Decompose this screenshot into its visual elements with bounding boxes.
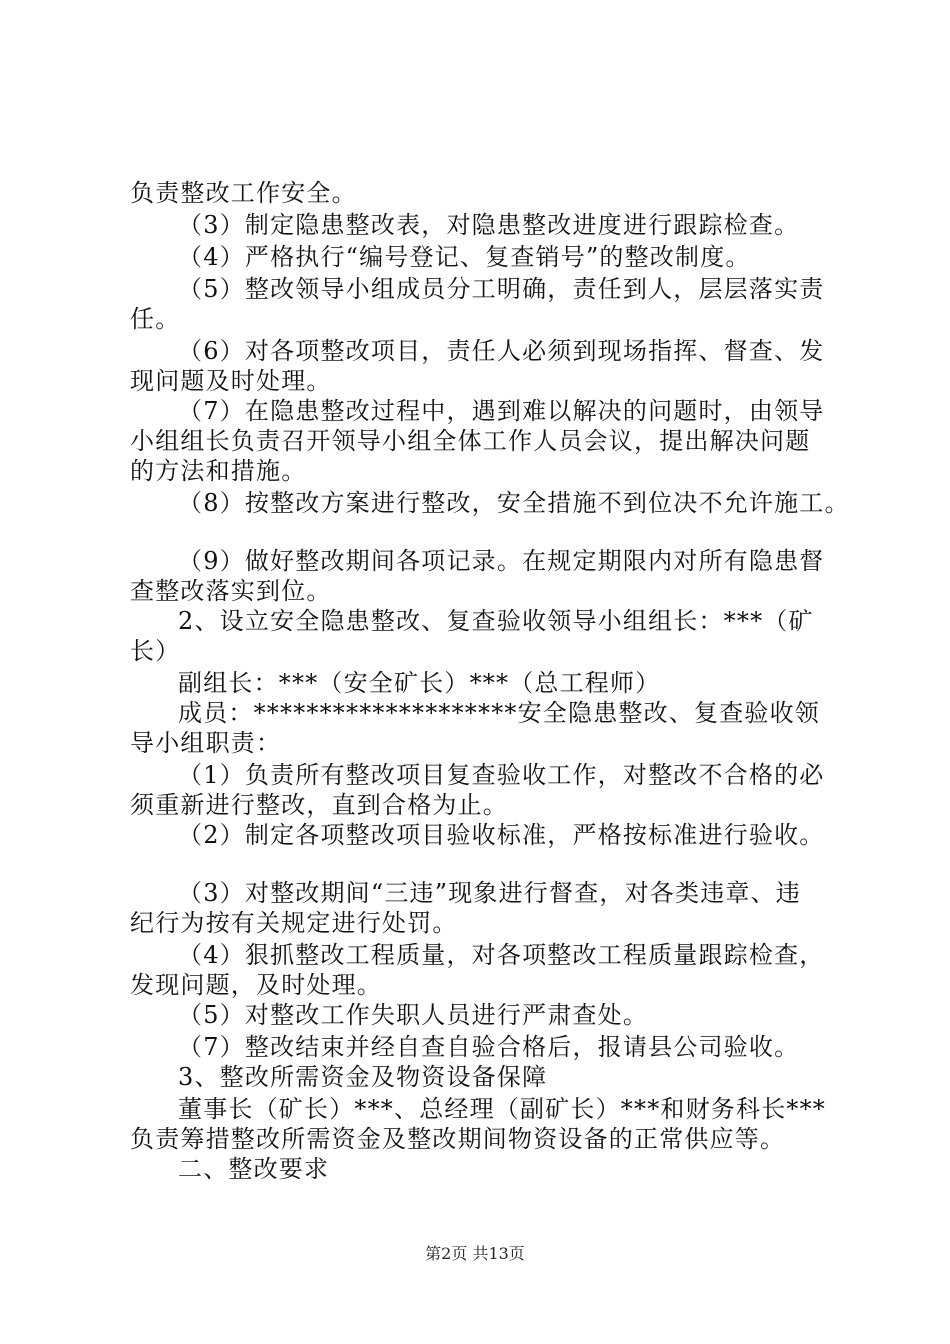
body-line: （9）做好整改期间各项记录。在规定期限内对所有隐患督 [178, 547, 825, 575]
body-line: （7）在隐患整改过程中，遇到难以解决的问题时，由领导 [178, 397, 825, 425]
body-line: （5）对整改工作失职人员进行严肃查处。 [178, 1001, 649, 1029]
section-heading: 二、整改要求 [178, 1155, 330, 1183]
body-line: 负责整改工作安全。 [130, 179, 357, 207]
body-line: 3、整改所需资金及物资设备保障 [178, 1063, 548, 1091]
body-line: 长） [130, 637, 181, 665]
body-line: 导小组职责： [130, 729, 282, 757]
body-line: （3）对整改期间“三违”现象进行督查，对各类违章、违 [178, 879, 802, 907]
body-line: 副组长：***（安全矿长）***（总工程师） [178, 669, 661, 697]
body-line: 董事长（矿长）***、总经理（副矿长）***和财务科长*** [178, 1095, 826, 1123]
body-line: （4）狠抓整改工程质量，对各项整改工程质量跟踪检查， [178, 941, 825, 969]
body-line: 负责筹措整改所需资金及整改期间物资设备的正常供应等。 [130, 1125, 786, 1153]
body-line: （1）负责所有整改项目复查验收工作，对整改不合格的必 [178, 761, 825, 789]
body-line: （4）严格执行“编号登记、复查销号”的整改制度。 [178, 243, 751, 271]
body-line: 纪行为按有关规定进行处罚。 [130, 909, 458, 937]
page-footer: 第2页 共13页 [425, 1244, 525, 1263]
body-line: （3）制定隐患整改表，对隐患整改进度进行跟踪检查。 [178, 211, 800, 239]
body-line: 现问题及时处理。 [130, 367, 332, 395]
body-line: （5）整改领导小组成员分工明确，责任到人，层层落实责 [178, 275, 825, 303]
body-line: （8）按整改方案进行整改，安全措施不到位决不允许施工。 [178, 489, 850, 517]
body-line: （2）制定各项整改项目验收标准，严格按标准进行验收。 [178, 821, 825, 849]
body-line: 任。 [130, 305, 181, 333]
body-line: 发现问题，及时处理。 [130, 971, 382, 999]
body-line: （6）对各项整改项目，责任人必须到现场指挥、督查、发 [178, 337, 825, 365]
body-line: 的方法和措施。 [130, 457, 307, 485]
body-line: 成员：********************安全隐患整改、复查验收领 [178, 699, 820, 727]
body-line: 2、设立安全隐患整改、复查验收领导小组组长：***（矿 [178, 607, 814, 635]
body-line: 须重新进行整改，直到合格为止。 [130, 791, 508, 819]
body-line: 查整改落实到位。 [130, 577, 332, 605]
body-line: 小组组长负责召开领导小组全体工作人员会议，提出解决问题 [130, 427, 811, 455]
body-line: （7）整改结束并经自查自验合格后，报请县公司验收。 [178, 1033, 800, 1061]
